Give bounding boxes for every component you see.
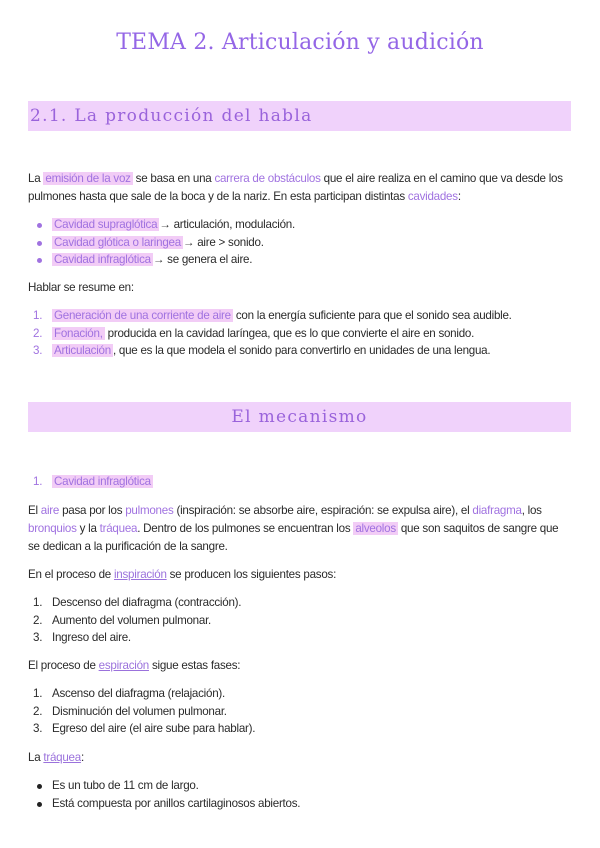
cavity-label: Cavidad glótica o laringea bbox=[54, 235, 181, 249]
cavity-label: Cavidad supraglótica bbox=[54, 218, 158, 231]
summary-intro: Hablar se resume en: bbox=[28, 281, 134, 294]
intro-text-2: se basa en una bbox=[132, 172, 215, 185]
cavity-text: → se genera el aire. bbox=[152, 253, 253, 266]
step-text: Descenso del diafragma (contracción). bbox=[52, 596, 242, 609]
list-item bbox=[33, 629, 576, 647]
item-number: 1. bbox=[33, 687, 43, 700]
cavity-text: → articulación, modulación. bbox=[159, 218, 295, 231]
summary-text: con la energía suficiente para que el sonido sea audible. bbox=[232, 309, 512, 322]
term-cavidades: cavidades bbox=[407, 190, 458, 203]
cavities-list bbox=[36, 216, 576, 269]
body-paragraph bbox=[28, 502, 573, 556]
list-item bbox=[36, 777, 576, 795]
section-heading-production: 2.1. La producción del habla bbox=[28, 101, 571, 131]
intro-text-3: que el aire realiza en el camino que va desde los pulmones hasta que sale de la boca y de la nariz. En esta participan distintas bbox=[28, 172, 563, 203]
highlight-emision: emisión de la voz bbox=[45, 172, 131, 185]
list-item bbox=[33, 612, 576, 630]
trachea-text-1: La bbox=[28, 751, 44, 764]
cavity-text: → aire > sonido. bbox=[182, 235, 264, 249]
list-item bbox=[33, 342, 576, 360]
trachea-fact: Es un tubo de 11 cm de largo. bbox=[52, 779, 199, 792]
trachea-list bbox=[36, 777, 576, 812]
item-number: 2. bbox=[33, 613, 43, 627]
step-text: Ingreso del aire. bbox=[52, 631, 131, 644]
term-carrera: carrera de obstáculos bbox=[214, 172, 321, 185]
page-title: TEMA 2. Articulación y audición bbox=[116, 30, 484, 55]
summary-label: Generación de una corriente de aire bbox=[54, 309, 231, 322]
body-text-1: El bbox=[28, 504, 41, 517]
list-item bbox=[33, 325, 576, 343]
cavity-label: Cavidad infraglótica bbox=[54, 253, 151, 266]
inspiration-intro bbox=[28, 566, 573, 584]
item-number: 3. bbox=[33, 631, 43, 644]
body-text-6: . Dentro de los pulmones se encuentran los bbox=[137, 522, 354, 535]
summary-label: Fonación, bbox=[54, 326, 103, 340]
step-text: Disminución del volumen pulmonar. bbox=[52, 704, 227, 718]
summary-list bbox=[33, 307, 576, 360]
summary-label: Articulación bbox=[54, 344, 111, 357]
item-number: 1. bbox=[33, 596, 43, 609]
intro-text-1: La bbox=[28, 172, 44, 185]
term-diafragma: diafragma bbox=[472, 504, 522, 517]
intro-paragraph bbox=[28, 170, 573, 206]
list-item bbox=[33, 594, 576, 612]
item-number: 2. bbox=[33, 326, 43, 340]
item-number: 2. bbox=[33, 704, 43, 718]
step-text: Ascenso del diafragma (relajación). bbox=[52, 687, 225, 700]
expiration-intro bbox=[28, 657, 573, 675]
body-text-7: que son saquitos de sangre que se dedican a la purificación de la sangre. bbox=[28, 522, 559, 553]
insp-text-1: En el proceso de bbox=[28, 568, 114, 581]
intro-text-4: : bbox=[457, 190, 461, 203]
list-item bbox=[33, 685, 576, 703]
item-number: 3. bbox=[33, 344, 43, 357]
list-item bbox=[33, 307, 576, 325]
term-traquea: tráquea bbox=[99, 522, 138, 535]
trachea-link[interactable]: tráquea bbox=[43, 751, 81, 764]
body-text-2: pasa por los bbox=[59, 504, 126, 517]
subsection-label: Cavidad infraglótica bbox=[54, 475, 151, 488]
summary-text: , que es la que modela el sonido para convertirlo en unidades de una lengua. bbox=[112, 344, 491, 357]
body-text-4: , los bbox=[521, 504, 542, 517]
list-item bbox=[33, 720, 576, 738]
section-heading-mechanism: El mecanismo bbox=[28, 402, 571, 432]
item-number: 1. bbox=[33, 309, 43, 322]
inspiration-steps bbox=[33, 594, 576, 647]
trachea-intro bbox=[28, 749, 573, 767]
insp-text-2: se producen los siguientes pasos: bbox=[166, 568, 337, 581]
step-text: Aumento del volumen pulmonar. bbox=[52, 613, 212, 627]
list-item bbox=[36, 251, 576, 269]
summary-text: producida en la cavidad laríngea, que es lo que convierte el aire en sonido. bbox=[104, 326, 475, 340]
term-aire: aire bbox=[40, 504, 60, 517]
expiration-steps bbox=[33, 685, 576, 738]
item-number: 3. bbox=[33, 722, 43, 735]
esp-text-1: El proceso de bbox=[28, 659, 99, 672]
body-text-3: (inspiración: se absorbe aire, espiración: se expulsa aire), el bbox=[173, 504, 473, 517]
trachea-text-2: : bbox=[80, 751, 84, 764]
term-pulmones: pulmones bbox=[125, 504, 174, 517]
list-item bbox=[33, 703, 576, 721]
trachea-fact: Está compuesta por anillos cartilaginosos abiertos. bbox=[52, 796, 301, 810]
highlight-alveolos: alveolos bbox=[355, 522, 396, 535]
list-item bbox=[36, 216, 576, 234]
subsection-item bbox=[33, 473, 576, 491]
item-number: 1. bbox=[33, 475, 43, 488]
expiration-link[interactable]: espiración bbox=[98, 659, 149, 672]
subsection-list bbox=[33, 473, 576, 491]
term-bronquios: bronquios bbox=[28, 522, 77, 535]
inspiration-link[interactable]: inspiración bbox=[113, 568, 167, 581]
body-text-5: y la bbox=[76, 522, 100, 535]
esp-text-2: sigue estas fases: bbox=[148, 659, 241, 672]
list-item bbox=[36, 234, 576, 252]
step-text: Egreso del aire (el aire sube para hablar). bbox=[52, 722, 256, 735]
list-item bbox=[36, 795, 576, 813]
